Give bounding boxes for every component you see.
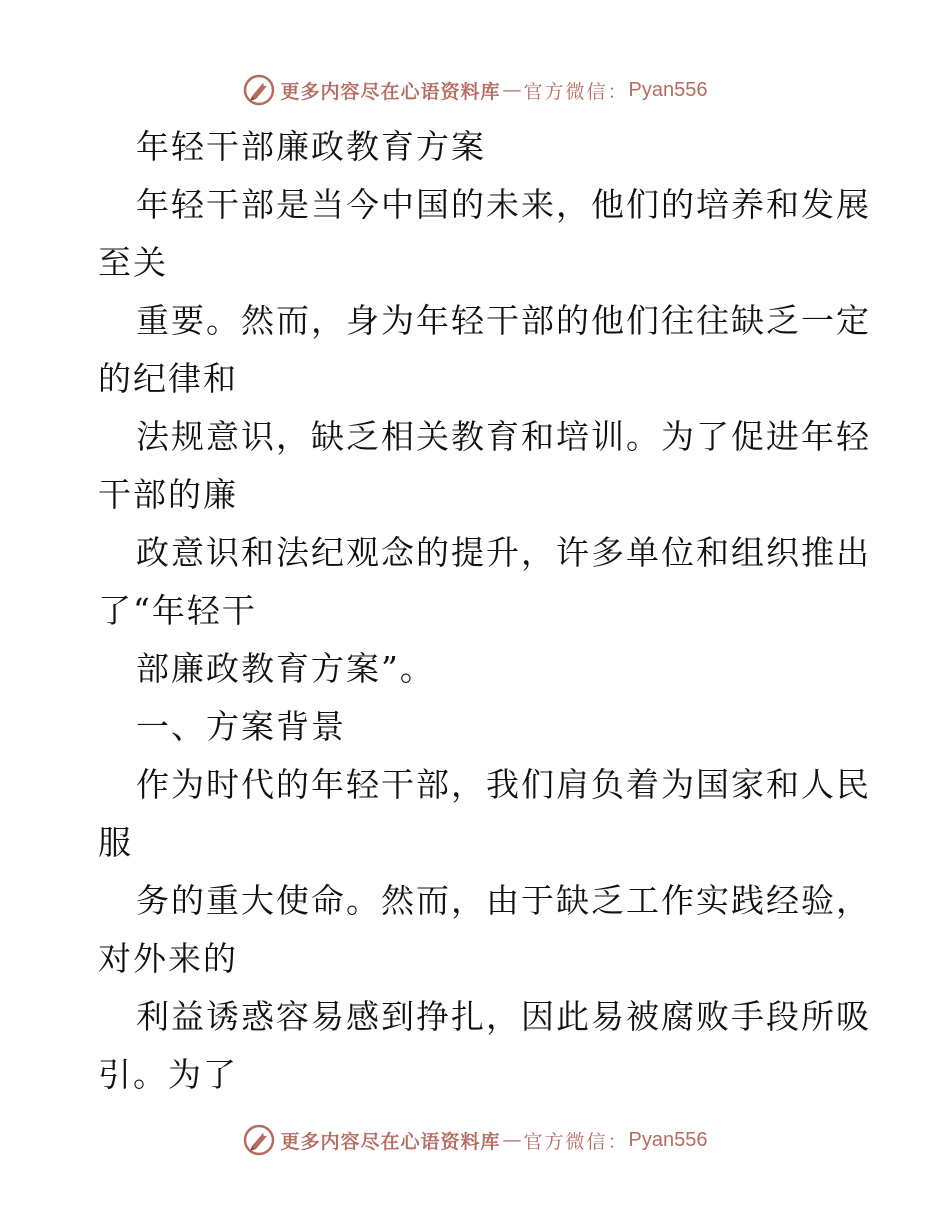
text-line: 务的重大使命。然而，由于缺乏工作实践经验， <box>136 881 871 920</box>
text-line: 引。为了 <box>98 1055 238 1094</box>
text-line: 至关 <box>98 243 168 282</box>
watermark-main-text: 更多内容尽在心语资料库 <box>280 80 501 103</box>
watermark-sub-text: 官方微信： <box>523 1130 629 1153</box>
watermark-main-text: 更多内容尽在心语资料库 <box>280 1130 501 1153</box>
watermark-account: Pyan556 <box>628 78 708 101</box>
watermark-dash: — <box>502 1129 522 1151</box>
text-line: 服 <box>98 823 133 862</box>
text-line: 政意识和法纪观念的提升，许多单位和组织推出 <box>136 533 871 572</box>
text-line: 作为时代的年轻干部，我们肩负着为国家和人民 <box>136 765 871 804</box>
watermark-account: Pyan556 <box>628 1128 708 1151</box>
section-heading: 一、方案背景 <box>136 707 346 746</box>
header-watermark <box>0 70 950 110</box>
text-line: 干部的廉 <box>98 475 238 514</box>
watermark-dash: — <box>502 79 522 101</box>
pen-logo-icon <box>243 74 275 106</box>
pen-logo-icon <box>243 1124 275 1156</box>
text-line: 对外来的 <box>98 939 238 978</box>
text-line: 了“年轻干 <box>98 591 257 630</box>
text-line: 年轻干部是当今中国的未来，他们的培养和发展 <box>136 185 871 224</box>
text-line: 部廉政教育方案”。 <box>136 649 435 688</box>
text-line: 重要。然而，身为年轻干部的他们往往缺乏一定 <box>136 301 871 340</box>
footer-watermark <box>0 1120 950 1160</box>
text-line: 利益诱惑容易感到挣扎，因此易被腐败手段所吸 <box>136 997 871 1036</box>
text-line: 法规意识，缺乏相关教育和培训。为了促进年轻 <box>136 417 871 456</box>
document-body <box>98 118 871 1104</box>
text-line: 的纪律和 <box>98 359 238 398</box>
watermark-sub-text: 官方微信： <box>523 80 629 103</box>
document-title: 年轻干部廉政教育方案 <box>136 127 486 166</box>
